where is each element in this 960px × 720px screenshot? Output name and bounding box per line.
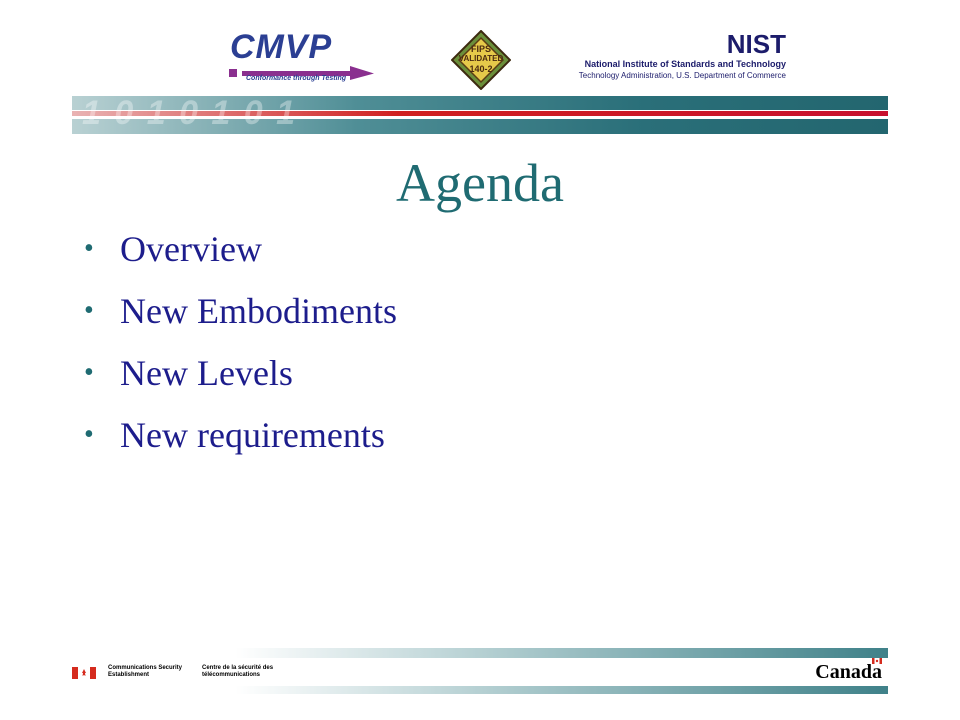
nist-logo [560,30,790,90]
bullet-dot-icon: • [84,357,94,388]
footer-org-english: Communications Security Establishment [108,665,183,678]
bullet-item [84,220,397,282]
cmvp-logo-name: CMVP [230,28,333,66]
bullet-text: New requirements [120,415,385,455]
nist-logo-name: NIST [726,29,786,59]
slide-title: Agenda [396,153,564,213]
nist-logo-line2: Technology Administration, U.S. Department of Commerce [578,71,786,80]
header-logos [0,0,960,95]
footer-org-french: Centre de la sécurité des télécommunications [202,665,274,678]
bullet-item [84,282,397,344]
bullet-dot-icon: • [84,295,94,326]
fips-badge-line1: FIPS [470,44,491,54]
canada-wordmark: Canada [815,661,882,683]
cmvp-logo [226,28,376,88]
agenda-bullet-list [84,220,397,468]
bullet-item [84,344,397,406]
cmvp-tagline: Conformance through Testing [246,75,347,82]
canada-flag-icon [72,667,96,679]
bullet-text: New Embodiments [120,291,397,331]
bullet-dot-icon: • [84,419,94,450]
footer-inner [72,658,888,686]
footer-band [72,648,888,694]
fips-badge-line3: 140-2 [469,64,493,74]
binary-watermark: 1 0 1 0 1 0 1 [82,94,298,132]
top-decorative-band [72,96,888,134]
bullet-item [84,406,397,468]
nist-logo-line1: National Institute of Standards and Technology [584,59,786,69]
fips-badge-line2: VALIDATED [458,54,504,63]
bullet-dot-icon: • [84,233,94,264]
fips-validated-badge [451,30,511,90]
bullet-text: Overview [120,229,262,269]
bullet-text: New Levels [120,353,293,393]
